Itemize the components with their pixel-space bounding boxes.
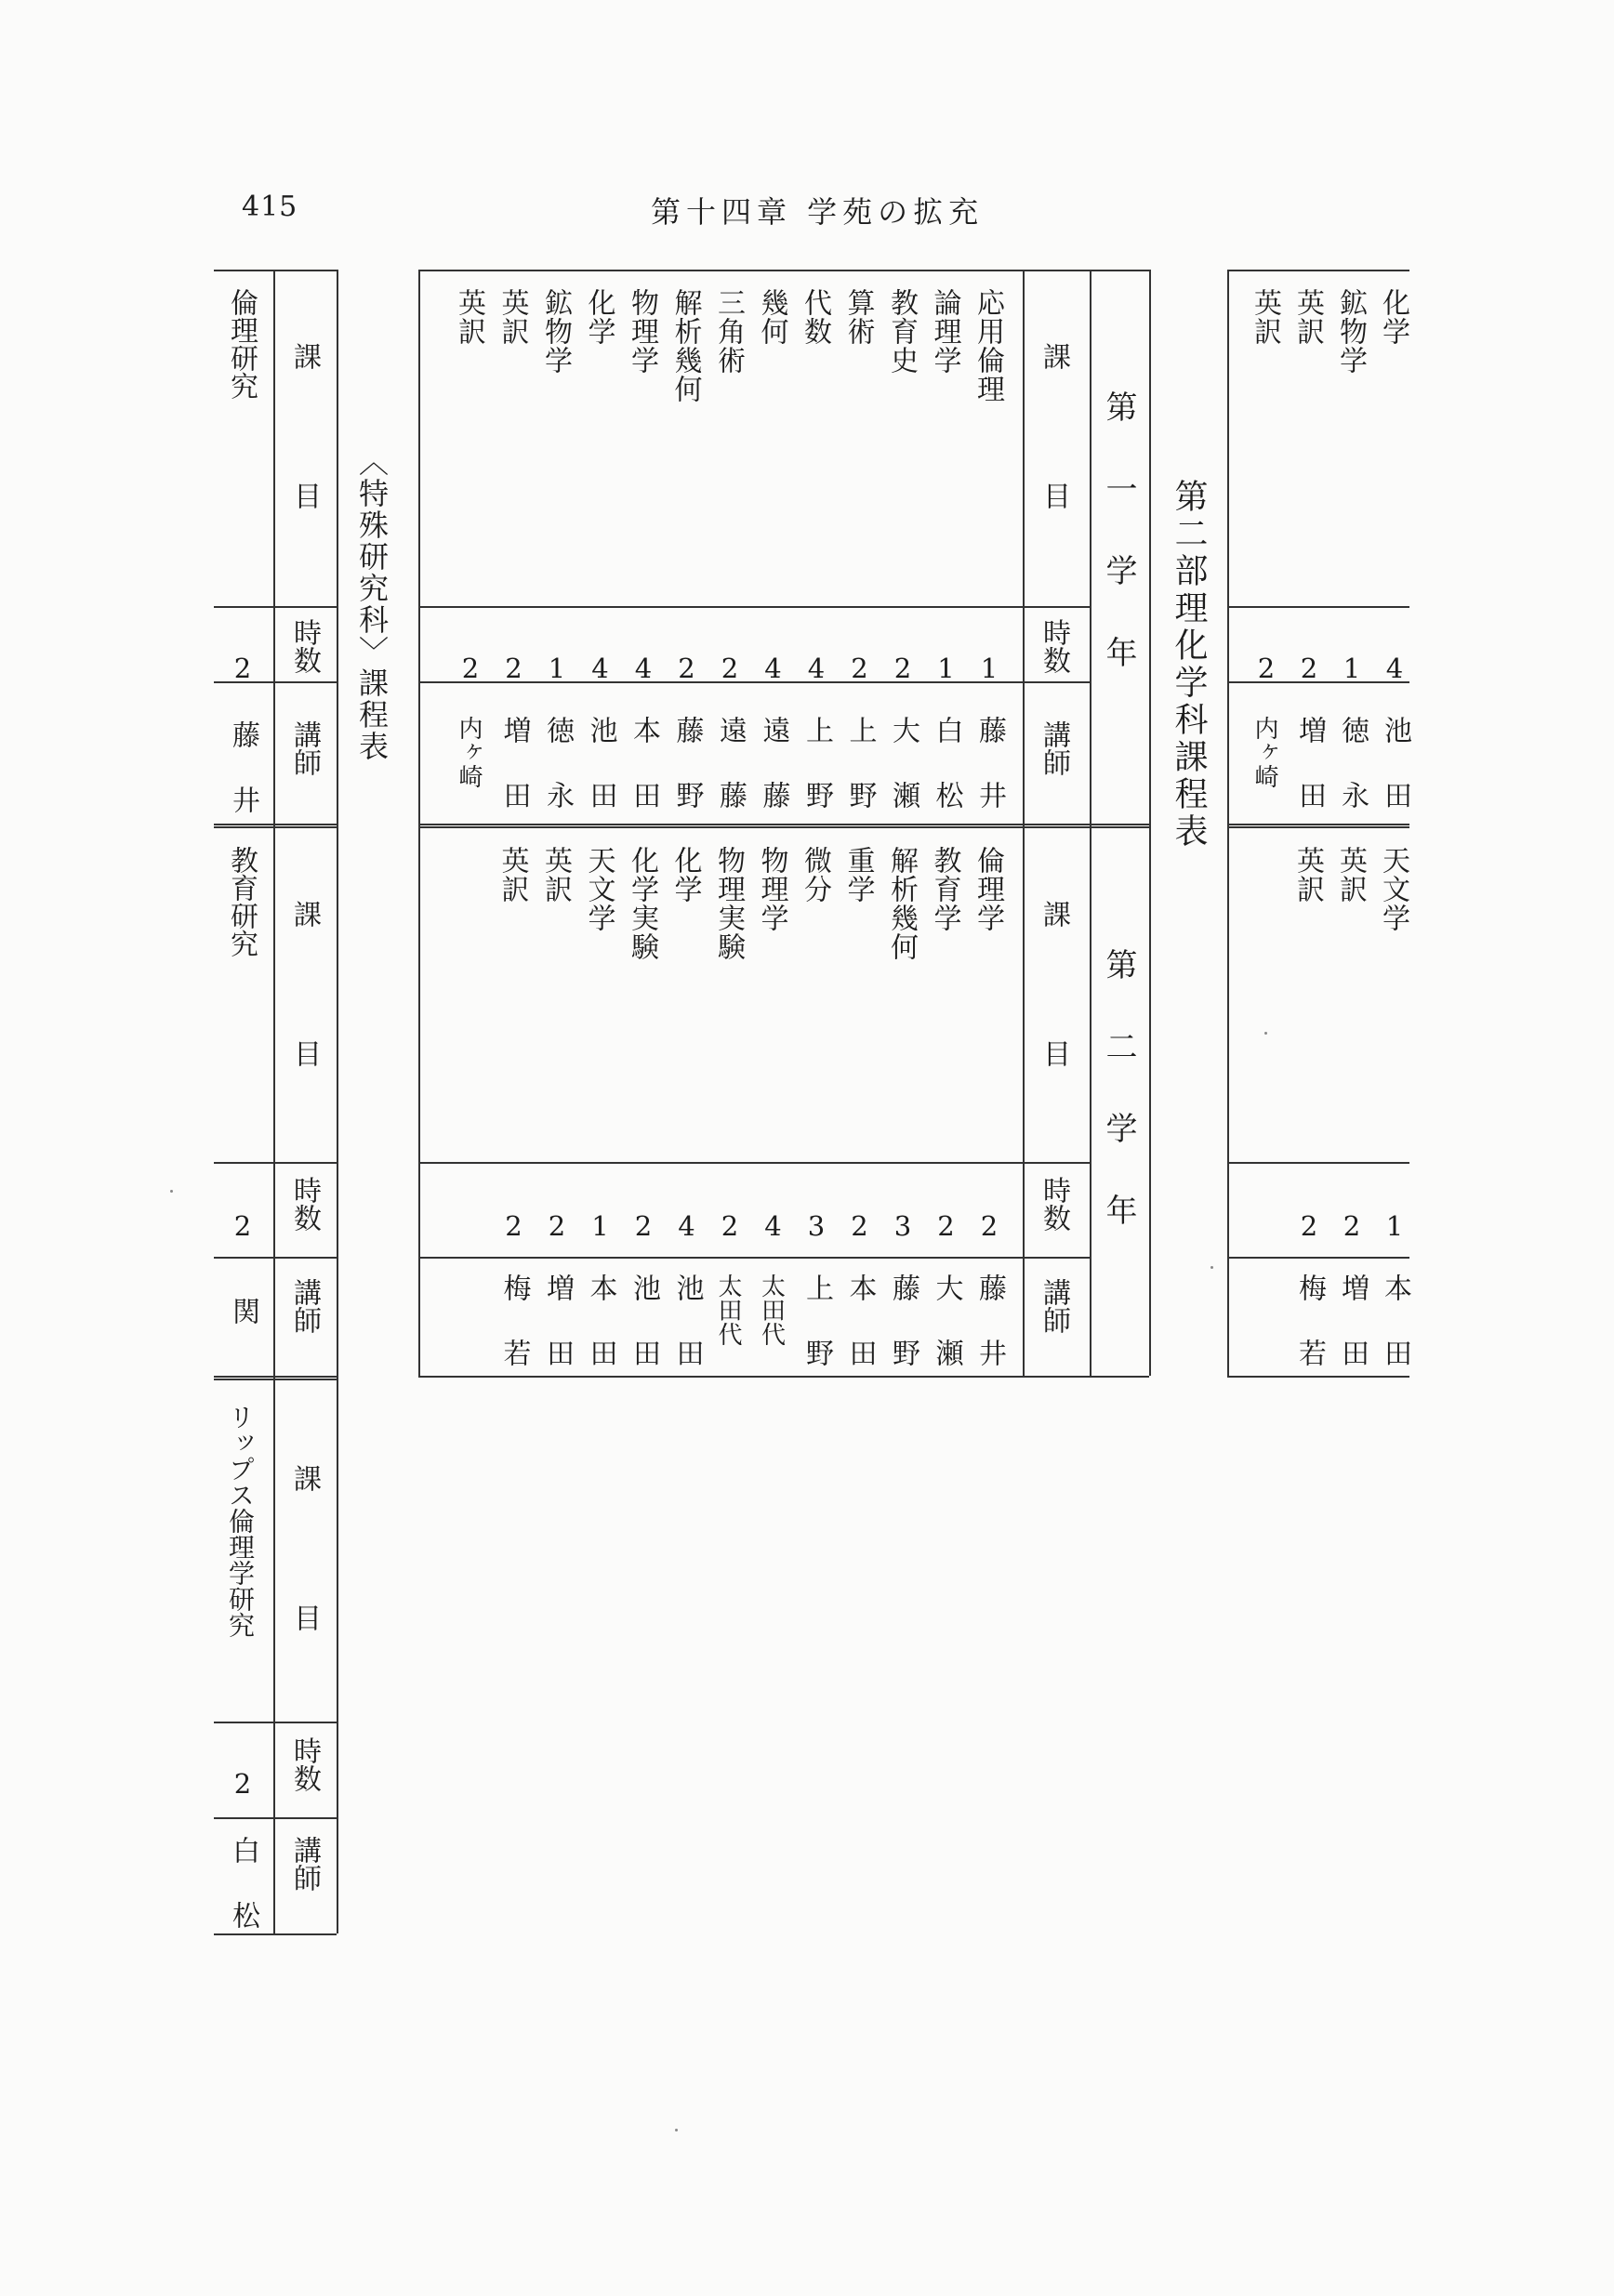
special-header-koushi-1: 講師 — [288, 720, 321, 776]
subject-cell: 英訳 — [496, 846, 529, 904]
year1-label: 第一学年 — [1100, 390, 1137, 718]
header-koushi-y2: 講師 — [1038, 1278, 1070, 1334]
special-header-koushi-2: 講師 — [288, 1278, 321, 1334]
subject-cell: 鉱物学 — [1334, 288, 1367, 375]
subject-cell: 教育史 — [885, 288, 918, 375]
hours-cell: 3 — [807, 1210, 826, 1242]
hours-cell: 4 — [591, 653, 609, 684]
header-jisu-y1: 時数 — [1038, 618, 1070, 674]
teacher-cell: 本田 — [628, 716, 660, 846]
special-hours-cell: 2 — [233, 653, 252, 684]
special-header-jisu-1: 時数 — [288, 618, 321, 674]
hours-cell: 4 — [764, 1210, 782, 1242]
teacher-cell: 上野 — [800, 1273, 833, 1404]
teacher-cell: 遠藤 — [757, 716, 790, 846]
special-header-kamoku-3: 課目 — [288, 1464, 321, 1743]
hours-cell: 2 — [893, 653, 912, 684]
hours-cell: 4 — [678, 1210, 695, 1242]
subject-cell: 解析幾何 — [885, 846, 918, 961]
special-header-kamoku-2: 課目 — [288, 900, 321, 1179]
header-jisu-y2: 時数 — [1038, 1176, 1070, 1232]
subject-cell: 解析幾何 — [668, 288, 702, 403]
teacher-cell: 池田 — [670, 1273, 704, 1404]
subject-cell: 英訳 — [496, 288, 529, 346]
hours-cell: 2 — [678, 653, 695, 684]
hours-cell: 2 — [721, 1210, 739, 1242]
special-hours-cell: 2 — [233, 1768, 252, 1800]
hours-cell: 2 — [1300, 653, 1318, 684]
subject-cell: 微分 — [799, 846, 831, 904]
special-table-title: 〈特殊研究科〉課程表 — [354, 446, 390, 762]
subject-cell: 鉱物学 — [539, 288, 572, 375]
teacher-cell: 本田 — [584, 1273, 617, 1404]
special-teacher-cell: 藤井 — [227, 720, 259, 851]
subject-cell: 応用倫理 — [972, 288, 1004, 403]
teacher-cell: 太田代 — [757, 1273, 786, 1346]
teacher-cell: 池田 — [1379, 716, 1411, 846]
hours-cell: 1 — [1343, 653, 1361, 684]
teacher-cell: 池田 — [628, 1273, 660, 1404]
hours-cell: 1 — [1385, 1210, 1404, 1242]
hours-cell: 2 — [505, 1210, 523, 1242]
subject-cell: 英訳 — [539, 846, 572, 904]
subject-cell: 教育学 — [928, 846, 961, 932]
special-hours-cell: 2 — [233, 1210, 252, 1242]
hours-cell: 4 — [807, 653, 826, 684]
hours-cell: 1 — [980, 653, 999, 684]
hours-cell: 2 — [548, 1210, 566, 1242]
teacher-cell: 梅若 — [497, 1273, 531, 1404]
special-subject-cell: 教育研究 — [225, 846, 258, 957]
subject-cell: 天文学 — [582, 846, 615, 932]
subject-cell: 英訳 — [1249, 288, 1281, 346]
special-teacher-cell: 白松 — [227, 1836, 259, 1966]
subject-cell: 論理学 — [928, 288, 961, 375]
subject-cell: 化学実験 — [626, 846, 658, 961]
teacher-cell: 内ヶ崎 — [1250, 716, 1278, 788]
hours-cell: 2 — [1300, 1210, 1318, 1242]
hours-cell: 4 — [634, 653, 653, 684]
hours-cell: 2 — [851, 653, 868, 684]
subject-cell: 物理学 — [626, 288, 658, 375]
teacher-cell: 徳永 — [541, 716, 574, 846]
hours-cell: 2 — [980, 1210, 999, 1242]
teacher-cell: 藤野 — [887, 1273, 919, 1404]
special-header-kamoku-1: 課目 — [288, 342, 321, 621]
subject-cell: 物理実験 — [712, 846, 745, 961]
header-kamoku-y1: 課目 — [1038, 342, 1070, 621]
teacher-cell: 増田 — [497, 716, 531, 846]
special-header-jisu-3: 時数 — [288, 1736, 321, 1792]
hours-cell: 2 — [721, 653, 739, 684]
subject-cell: 化学 — [1377, 288, 1409, 346]
subject-cell: 倫理学 — [972, 846, 1004, 932]
special-subject-cell: 倫理研究 — [225, 288, 258, 400]
hours-cell: 2 — [1257, 653, 1276, 684]
special-subject-cell: リップス倫理学研究 — [225, 1404, 256, 1638]
special-header-koushi-3: 講師 — [288, 1836, 321, 1892]
teacher-cell: 徳永 — [1336, 716, 1369, 846]
teacher-cell: 藤井 — [973, 716, 1006, 846]
hours-cell: 1 — [937, 653, 955, 684]
teacher-cell: 遠藤 — [714, 716, 747, 846]
teacher-cell: 増田 — [541, 1273, 574, 1404]
subject-cell: 代数 — [799, 288, 831, 346]
teacher-cell: 本田 — [1379, 1273, 1411, 1404]
hours-cell: 3 — [893, 1210, 912, 1242]
teacher-cell: 太田代 — [714, 1273, 742, 1346]
subject-cell: 三角術 — [712, 288, 745, 375]
hours-cell: 4 — [1385, 653, 1404, 684]
header-kamoku-y2: 課目 — [1038, 900, 1070, 1179]
hours-cell: 2 — [461, 653, 480, 684]
subject-cell: 重学 — [841, 846, 875, 904]
hours-cell: 4 — [764, 653, 782, 684]
hours-cell: 2 — [505, 653, 523, 684]
special-teacher-cell: 関 — [227, 1297, 259, 1325]
subject-cell: 幾何 — [755, 288, 788, 346]
teacher-cell: 梅若 — [1293, 1273, 1326, 1404]
header-koushi-y1: 講師 — [1038, 720, 1070, 776]
teacher-cell: 増田 — [1336, 1273, 1369, 1404]
subject-cell: 化学 — [582, 288, 615, 346]
hours-cell: 2 — [851, 1210, 868, 1242]
teacher-cell: 増田 — [1293, 716, 1326, 846]
hours-cell: 2 — [937, 1210, 955, 1242]
teacher-cell: 上野 — [843, 716, 877, 846]
page-number: 415 — [242, 191, 298, 223]
hours-cell: 2 — [634, 1210, 653, 1242]
teacher-cell: 本田 — [843, 1273, 877, 1404]
subject-cell: 英訳 — [453, 288, 485, 346]
teacher-cell: 池田 — [584, 716, 617, 846]
subject-cell: 化学 — [668, 846, 702, 904]
scan-speck — [170, 1190, 173, 1193]
subject-cell: 英訳 — [1291, 288, 1324, 346]
teacher-cell: 上野 — [800, 716, 833, 846]
teacher-cell: 藤井 — [973, 1273, 1006, 1404]
teacher-cell: 白松 — [930, 716, 963, 846]
subject-cell: 算術 — [841, 288, 875, 346]
part2-table-title: 第二部理化学科課程表 — [1170, 479, 1208, 851]
teacher-cell: 藤野 — [670, 716, 704, 846]
teacher-cell: 内ヶ崎 — [455, 716, 483, 788]
subject-cell: 物理学 — [755, 846, 788, 932]
subject-cell: 天文学 — [1377, 846, 1409, 932]
scan-speck — [675, 2129, 678, 2131]
scan-speck — [1264, 1032, 1267, 1035]
hours-cell: 2 — [1343, 1210, 1361, 1242]
year2-label: 第二学年 — [1100, 948, 1137, 1275]
subject-cell: 英訳 — [1334, 846, 1367, 904]
subject-cell: 英訳 — [1291, 846, 1324, 904]
teacher-cell: 大瀬 — [930, 1273, 963, 1404]
scan-speck — [1210, 1266, 1213, 1269]
hours-cell: 1 — [591, 1210, 609, 1242]
teacher-cell: 大瀬 — [887, 716, 919, 846]
hours-cell: 1 — [548, 653, 566, 684]
chapter-title: 第十四章 学苑の拡充 — [651, 194, 985, 230]
special-header-jisu-2: 時数 — [288, 1176, 321, 1232]
